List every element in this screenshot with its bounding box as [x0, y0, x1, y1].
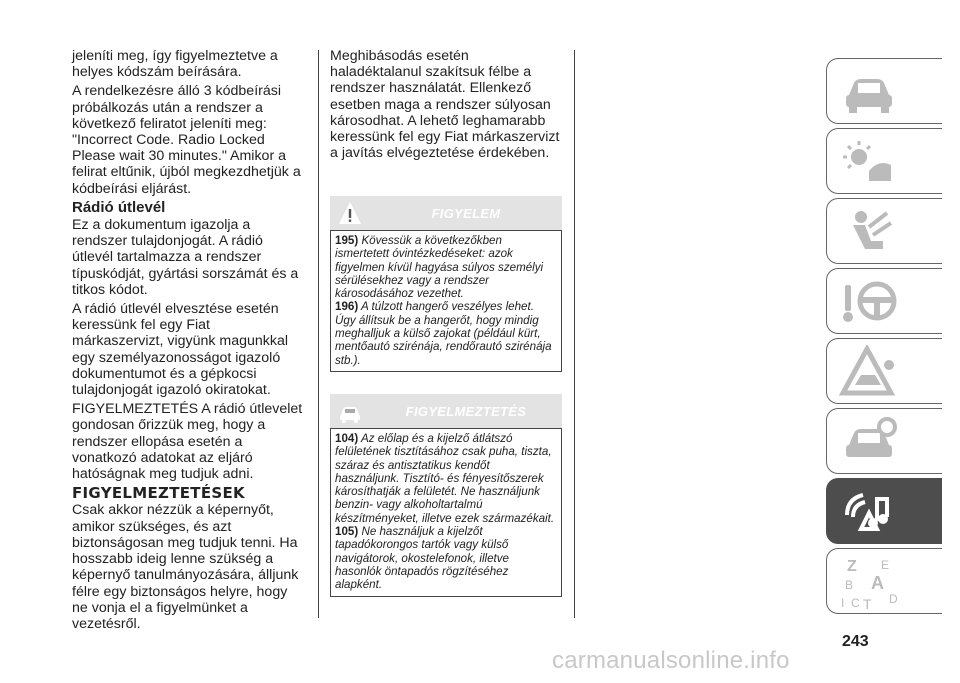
section-heading-radio-passport: Rádió útlevél	[72, 198, 166, 216]
airbag-seat-icon	[839, 205, 899, 259]
tab-multimedia[interactable]	[826, 478, 942, 544]
attention-title: FIGYELEM	[431, 206, 501, 221]
tab-safety[interactable]	[826, 198, 942, 264]
paragraph: Csak akkor nézzük a képernyőt, amikor szükséges, és azt biztonságosan meg tudjuk tenni. Ha hosszabb ideig lenne szükség a képernyő tanulmányozására, álljunk félre egy biztonságos helyre, hogy ne vonja el a figyelmünket a vezetésről.	[72, 502, 299, 632]
svg-text:E: E	[881, 558, 890, 572]
car-icon	[839, 65, 899, 119]
caution-title: FIGYELMEZTETÉS	[405, 404, 527, 419]
tab-emergency[interactable]	[826, 338, 942, 404]
svg-text:Z: Z	[847, 558, 857, 575]
index-letters-icon	[839, 555, 909, 611]
dashboard-lights-icon	[839, 135, 899, 189]
tab-vehicle[interactable]	[826, 58, 942, 124]
paragraph: A rendelkezésre álló 3 kódbeírási próbálkozás után a rendszer a következő feliratot jeleníti meg: "Incorrect Code. Radio Locked Please wait 30 minutes." Amikor a felirat eltűnik, újból megkezdhetjük a kódbeírási eljárást.	[72, 83, 301, 197]
svg-text:C: C	[851, 596, 860, 610]
note-196: 196) A túlzott hangerő veszélyes lehet. Úgy állítsuk be a hangerőt, hogy mindig meghalljuk a külső zajokat (például kürt, mentőautó szirénája, rendőrautó szirénája stb.).	[335, 300, 552, 367]
chapter-tabs	[826, 58, 942, 618]
column-divider	[318, 50, 319, 618]
paragraph: A rádió útlevél elvesztése esetén keressünk fel egy Fiat márkaszervizt, vigyünk magunkkal egy személyazonosságot igazoló dokumentumot és a gépkocsi tulajdonjogát igazoló okiratokat.	[72, 301, 289, 399]
steering-key-icon	[839, 275, 899, 329]
note-195: 195) Kövessük a következőkben ismertetett óvintézkedéseket: azok figyelmen kívül hagyása súlyos személyi sérülésekhez vagy a rendszer károsodásához vezethet.	[335, 234, 544, 301]
middle-column	[330, 48, 562, 161]
tab-maintenance[interactable]	[826, 408, 942, 474]
note-104: 104) Az előlap és a kijelző átlátszó felületének tisztításához csak puha, tiszta, száraz és antisztatikus kendőt használjunk. Tisztító- és fényesítőszerek károsíthatják a felületét. Ne használjunk benzin- vagy alkoholtartalmú készítményeket, illetve ezek származékait.	[335, 432, 555, 525]
car-caution-icon	[338, 398, 362, 424]
watermark: carmanualsonline.info	[552, 647, 790, 674]
tab-driving[interactable]	[826, 268, 942, 334]
section-heading-warnings: FIGYELMEZTETÉSEK	[72, 484, 245, 503]
caution-body	[330, 428, 562, 597]
tab-index[interactable]	[826, 548, 942, 614]
paragraph: FIGYELMEZTETÉS A rádió útlevelet gondosan őrizzük meg, hogy a rendszer ellopása esetén a vonatkozó adatokat az eljáró hatóságnak meg tudjuk adni.	[72, 401, 303, 483]
page-number: 243	[842, 633, 869, 650]
caution-header	[330, 394, 562, 428]
paragraph: Ez a dokumentum igazolja a rendszer tulajdonjogát. A rádió útlevél tartalmazza a rendszer típuskódját, gyártási sorszámát és a titkos kódot.	[72, 217, 299, 298]
svg-text:A: A	[871, 573, 884, 593]
attention-body	[330, 230, 562, 372]
road-warning-icon	[839, 345, 899, 399]
svg-text:B: B	[845, 578, 854, 592]
tab-dashboard[interactable]	[826, 128, 942, 194]
paragraph: Meghibásodás esetén haladéktalanul szakítsuk félbe a rendszer használatát. Ellenkező esetben maga a rendszer súlyosan károsodhat. A lehető leghamarabb keressünk fel egy Fiat márkaszervizt a javítás elvégeztetése érdekében.	[330, 48, 560, 162]
svg-text:I: I	[841, 596, 845, 610]
svg-text:T: T	[863, 596, 872, 611]
warning-triangle-icon	[338, 200, 362, 226]
multimedia-icon	[839, 485, 899, 539]
svg-text:D: D	[889, 592, 898, 606]
car-service-icon	[839, 415, 899, 469]
column-divider	[574, 50, 575, 618]
attention-box	[330, 196, 562, 372]
attention-header	[330, 196, 562, 230]
note-105: 105) Ne használjuk a kijelzőt tapadókorongos tartók vagy külső navigátorok, okostelefonok, illetve hasonlók öntapadós rögzítéséhez alapként.	[335, 525, 510, 592]
caution-box	[330, 394, 562, 597]
left-column	[72, 48, 304, 635]
paragraph: jeleníti meg, így figyelmeztetve a helyes kódszám beírására.	[72, 48, 278, 81]
